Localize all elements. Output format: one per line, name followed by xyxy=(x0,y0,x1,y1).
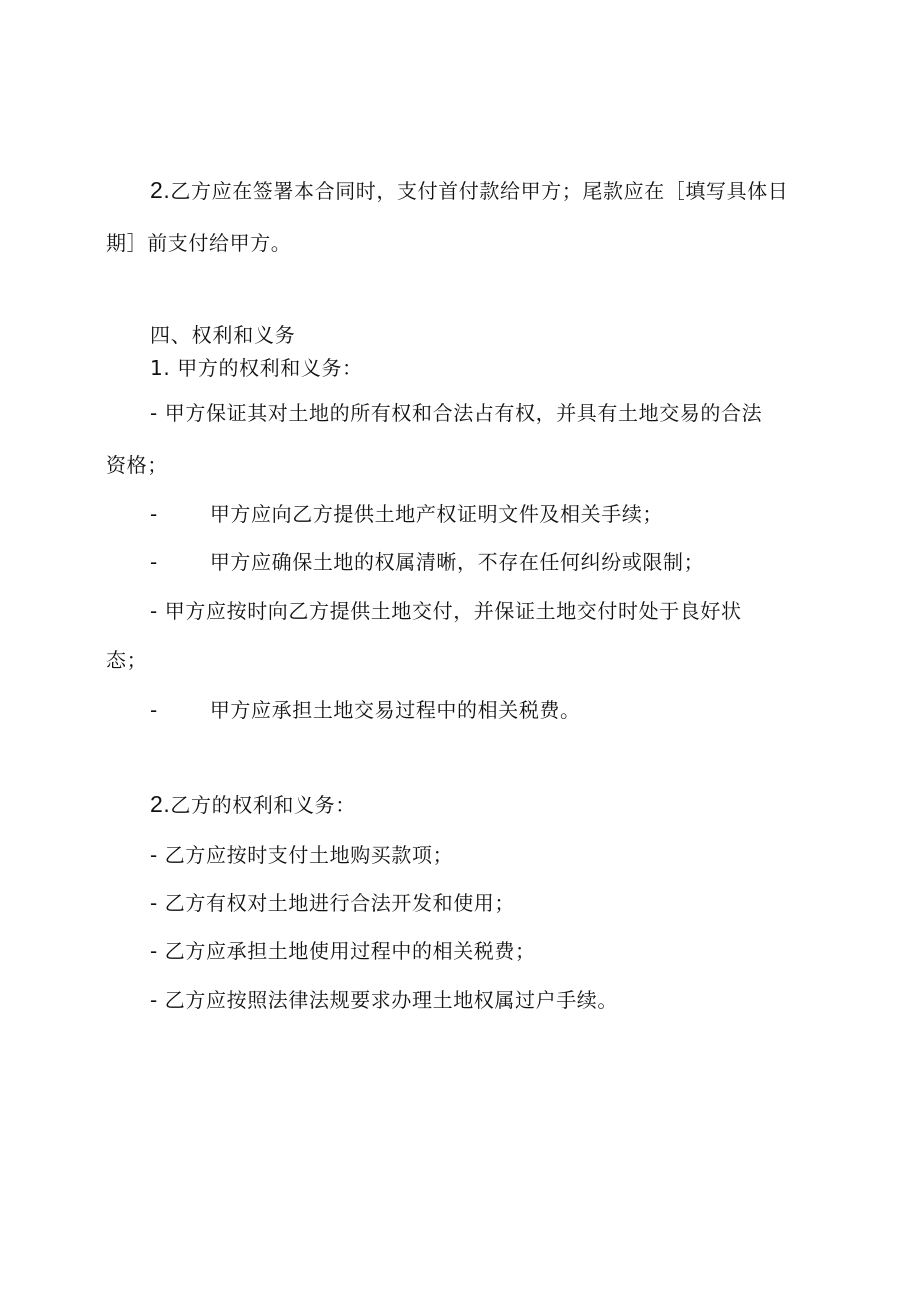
dash-bullet: - xyxy=(150,550,158,574)
party-a-item-4-line-2: 态； xyxy=(106,648,148,672)
dash-bullet: - xyxy=(150,843,158,867)
party-a-item-2-text: 甲方应向乙方提供土地产权证明文件及相关手续； xyxy=(209,502,664,526)
party-b-item-4-text: 乙方应按照法律法规要求办理土地权属过户手续。 xyxy=(164,988,618,1012)
party-b-number: 2. xyxy=(150,791,171,817)
party-b-item-3 xyxy=(150,937,536,965)
payment-clause-line-2: 期］前支付给甲方。 xyxy=(106,231,292,255)
party-a-item-1-text: 甲方保证其对土地的所有权和合法占有权，并具有土地交易的合法 xyxy=(164,401,763,425)
party-a-item-4-line-1 xyxy=(150,597,742,625)
payment-clause-number: 2. xyxy=(150,177,171,203)
party-a-item-5-text: 甲方应承担土地交易过程中的相关税费。 xyxy=(209,698,581,722)
dash-bullet: - xyxy=(150,599,158,623)
party-b-item-1-text: 乙方应按时支付土地购买款项； xyxy=(164,843,454,867)
party-b-item-3-text: 乙方应承担土地使用过程中的相关税费； xyxy=(164,939,536,963)
party-b-title-text: 乙方的权利和义务： xyxy=(170,793,356,817)
dash-bullet: - xyxy=(150,988,158,1012)
dash-bullet: - xyxy=(150,401,158,425)
party-a-item-1-line-1 xyxy=(150,399,762,427)
party-b-item-4 xyxy=(150,986,618,1014)
section-heading: 四、权利和义务 xyxy=(150,323,296,347)
payment-clause-text: 乙方应在签署本合同时，支付首付款给甲方；尾款应在［填写具体日 xyxy=(170,179,789,203)
dash-bullet: - xyxy=(150,698,158,722)
dash-bullet: - xyxy=(150,939,158,963)
party-b-item-1 xyxy=(150,841,453,869)
dash-bullet: - xyxy=(150,891,158,915)
party-a-item-4-text: 甲方应按时向乙方提供土地交付，并保证土地交付时处于良好状 xyxy=(164,599,742,623)
party-a-item-5 xyxy=(150,696,581,724)
party-a-item-3 xyxy=(150,548,704,576)
party-a-item-3-text: 甲方应确保土地的权属清晰，不存在任何纠纷或限制； xyxy=(209,550,705,574)
party-a-title: 1. 甲方的权利和义务： xyxy=(150,356,363,380)
party-b-item-2 xyxy=(150,889,515,917)
party-a-item-2 xyxy=(150,500,663,528)
party-b-title xyxy=(150,790,356,819)
payment-clause-line-1 xyxy=(150,176,788,205)
dash-bullet: - xyxy=(150,502,158,526)
party-b-item-2-text: 乙方有权对土地进行合法开发和使用； xyxy=(164,891,515,915)
party-a-item-1-line-2: 资格； xyxy=(106,453,168,477)
